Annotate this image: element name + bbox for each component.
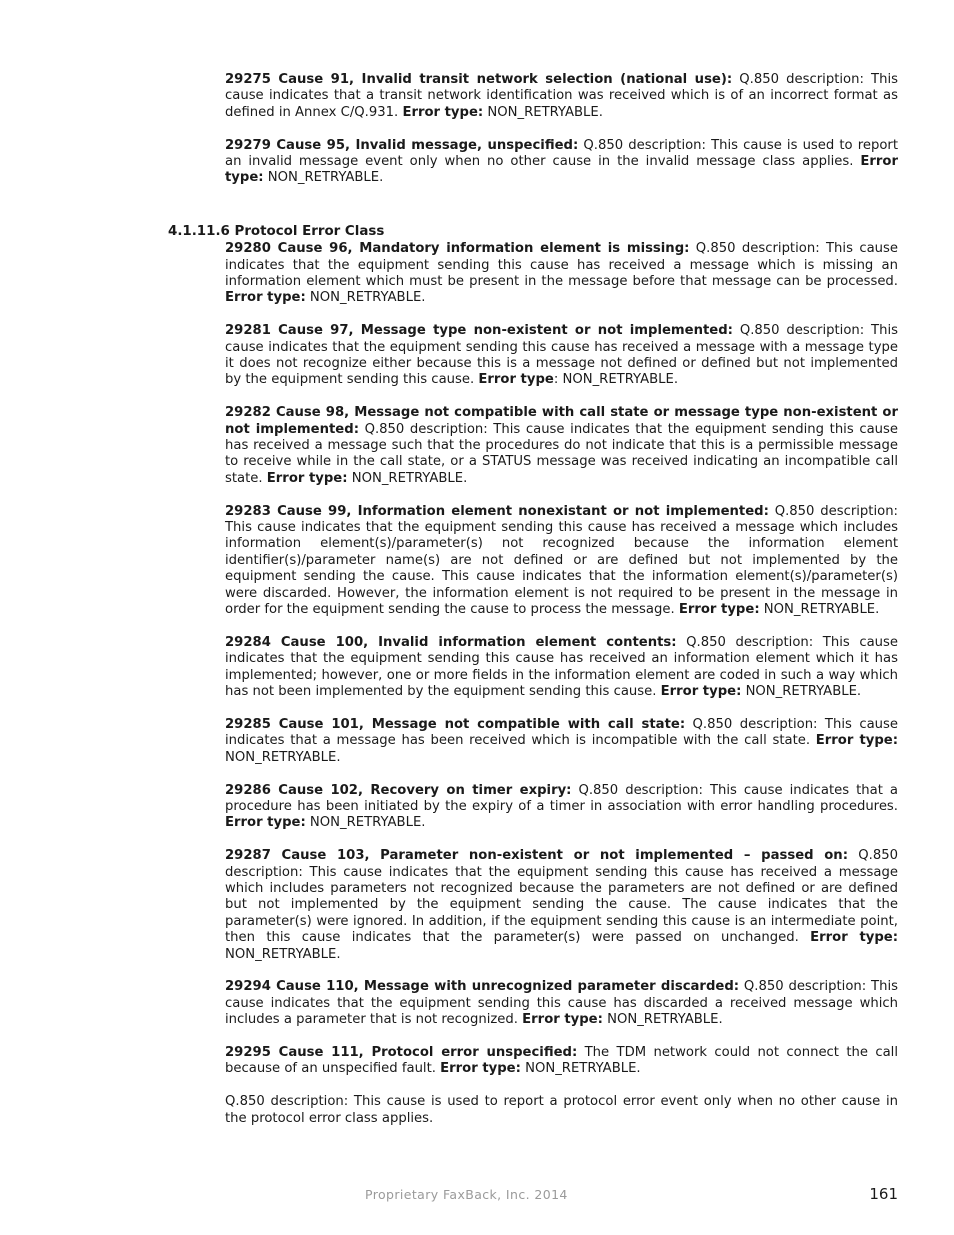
cause-description: Q.850 description: This cause indicates that the equipment sending this cause has received a message such that the procedures do not indicate that this is a permissible message to receive while in the call state, or a STATUS message was received indicating an incompatible call state.: [225, 421, 898, 486]
cause-heading: 29295 Cause 111, Protocol error unspecified:: [225, 1044, 578, 1060]
section-spacer: [225, 203, 898, 223]
cause-description: Q.850 description: This cause indicates that the equipment sending this cause has received an information element which it has implemented; however, one or more fields in the information element are coded in such a way which has not been implemented by the equipment sending this cause.: [225, 634, 898, 700]
error-type-value: NON_RETRYABLE.: [741, 684, 862, 700]
error-type-label: Error type:: [660, 684, 742, 700]
cause-entry-101: [225, 717, 898, 766]
error-type-label: Error type:: [266, 470, 348, 486]
closing-paragraph: Q.850 description: This cause is used to report a protocol error event only when no other cause in the protocol error class applies.: [225, 1094, 898, 1126]
page-number: 161: [869, 1185, 898, 1203]
cause-entry-110: [225, 979, 898, 1028]
cause-description: Q.850 description: This cause indicates that a procedure has been initiated by the expiry of a timer in association with error handling procedures.: [225, 782, 898, 814]
cause-heading: 29275 Cause 91, Invalid transit network selection (national use):: [225, 72, 733, 87]
cause-entry-98: [225, 405, 898, 487]
cause-heading: 29280 Cause 96, Mandatory information element is missing:: [225, 241, 690, 257]
error-type-value: NON_RETRYABLE.: [225, 946, 341, 962]
cause-heading: 29287 Cause 103, Parameter non-existent or not implemented – passed on:: [225, 848, 848, 864]
error-type-value: NON_RETRYABLE.: [305, 290, 426, 306]
footer-copyright: Proprietary FaxBack, Inc. 2014: [365, 1187, 568, 1202]
error-type-label: Error type:: [678, 602, 760, 618]
cause-description: Q.850 description: This cause is used to report an invalid message event only when no other cause in the invalid message class applies.: [225, 137, 899, 170]
cause-description: Q.850 description: This cause indicates that the equipment sending this cause has discarded a received message which includes a parameter that is not recognized.: [225, 979, 898, 1028]
cause-entry-99: [225, 504, 898, 619]
cause-entry-103: [225, 848, 898, 963]
cause-heading: 29282 Cause 98, Message not compatible with call state or message type non-existent or not implemented:: [225, 405, 898, 437]
cause-heading: 29281 Cause 97, Message type non-existent or not implemented:: [225, 323, 733, 339]
cause-entry-95: [225, 138, 898, 187]
page-content: [168, 72, 899, 1143]
section-heading: 4.1.11.6 Protocol Error Class: [168, 224, 385, 240]
cause-entry-97: [225, 323, 898, 389]
cause-heading: 29279 Cause 95, Invalid message, unspecified:: [225, 137, 579, 153]
cause-description: Q.850 description: This cause indicates that the equipment sending this cause has received a message which includes parameters not recognized because the parameters are not defined or are defined but not implemented by the equipment sending the cause. The cause indicates that the parameter(s) were ignored. In addition, if the equipment sending this cause is an intermediate point, then this cause indicates that the parameter(s) were passed on unchanged.: [225, 848, 898, 946]
cause-description: The TDM network could not connect the call because of an unspecified fault.: [225, 1044, 898, 1077]
error-type-label: Error type:: [225, 154, 898, 186]
error-type-value: NON_RETRYABLE.: [263, 170, 384, 186]
cause-entry-111: [225, 1045, 898, 1078]
error-type-value: NON_RETRYABLE.: [483, 104, 603, 120]
error-type-value: NON_RETRYABLE.: [347, 470, 468, 486]
error-type-label: Error type: [478, 372, 554, 388]
cause-description: Q.850 description: This cause indicates that the equipment sending this cause has received a message with a message type it does not recognize either because this is a message not defined or defined but not implemented by the equipment sending this cause.: [225, 323, 898, 388]
error-type-value: : NON_RETRYABLE.: [553, 372, 679, 388]
error-type-label: Error type:: [440, 1061, 521, 1077]
cause-heading: 29283 Cause 99, Information element nonexistant or not implemented:: [225, 503, 769, 519]
error-type-value: NON_RETRYABLE.: [520, 1061, 641, 1077]
cause-entry-91: [225, 72, 898, 121]
cause-description: Q.850 description: This cause indicates that a transit network identification was received which is of an incorrect format as defined in Annex C/Q.931.: [225, 72, 898, 120]
cause-description: Q.850 description: This cause indicates that the equipment sending this cause has received a message which includes information element(s)/parameter(s) not recognized because the information element identifier(s)/parameter name(s) are not defined or are defined but not implemented by the equipment sending the cause. This cause indicates that the information element(s)/parameter(s) were discarded. However, the information element is not required to be present in the message in order for the equipment sending the cause to process the message.: [225, 503, 898, 618]
error-type-label: Error type:: [810, 930, 899, 946]
error-type-value: NON_RETRYABLE.: [759, 602, 880, 618]
cause-heading: 29285 Cause 101, Message not compatible with call state:: [225, 716, 686, 732]
cause-description: Q.850 description: This cause indicates that the equipment sending this cause has received a message which is missing an information element which must be present in the message before that message can be processed.: [225, 241, 898, 290]
error-type-label: Error type:: [225, 815, 306, 831]
cause-entry-96: [225, 241, 898, 307]
error-type-label: Error type:: [225, 290, 306, 306]
error-type-value: NON_RETRYABLE.: [602, 1012, 723, 1028]
cause-entry-100: [225, 635, 898, 701]
cause-entry-102: [225, 783, 898, 832]
error-type-label: Error type:: [815, 733, 899, 749]
error-type-label: Error type:: [522, 1012, 603, 1028]
cause-heading: 29294 Cause 110, Message with unrecognized parameter discarded:: [225, 979, 740, 995]
error-type-value: NON_RETRYABLE.: [305, 815, 426, 831]
cause-heading: 29286 Cause 102, Recovery on timer expiry:: [225, 782, 572, 798]
error-type-label: Error type:: [402, 104, 484, 120]
cause-heading: 29284 Cause 100, Invalid information element contents:: [225, 634, 677, 650]
cause-description: Q.850 description: This cause indicates that a message has been received which is incompatible with the call state.: [225, 716, 898, 749]
error-type-value: NON_RETRYABLE.: [225, 749, 341, 765]
